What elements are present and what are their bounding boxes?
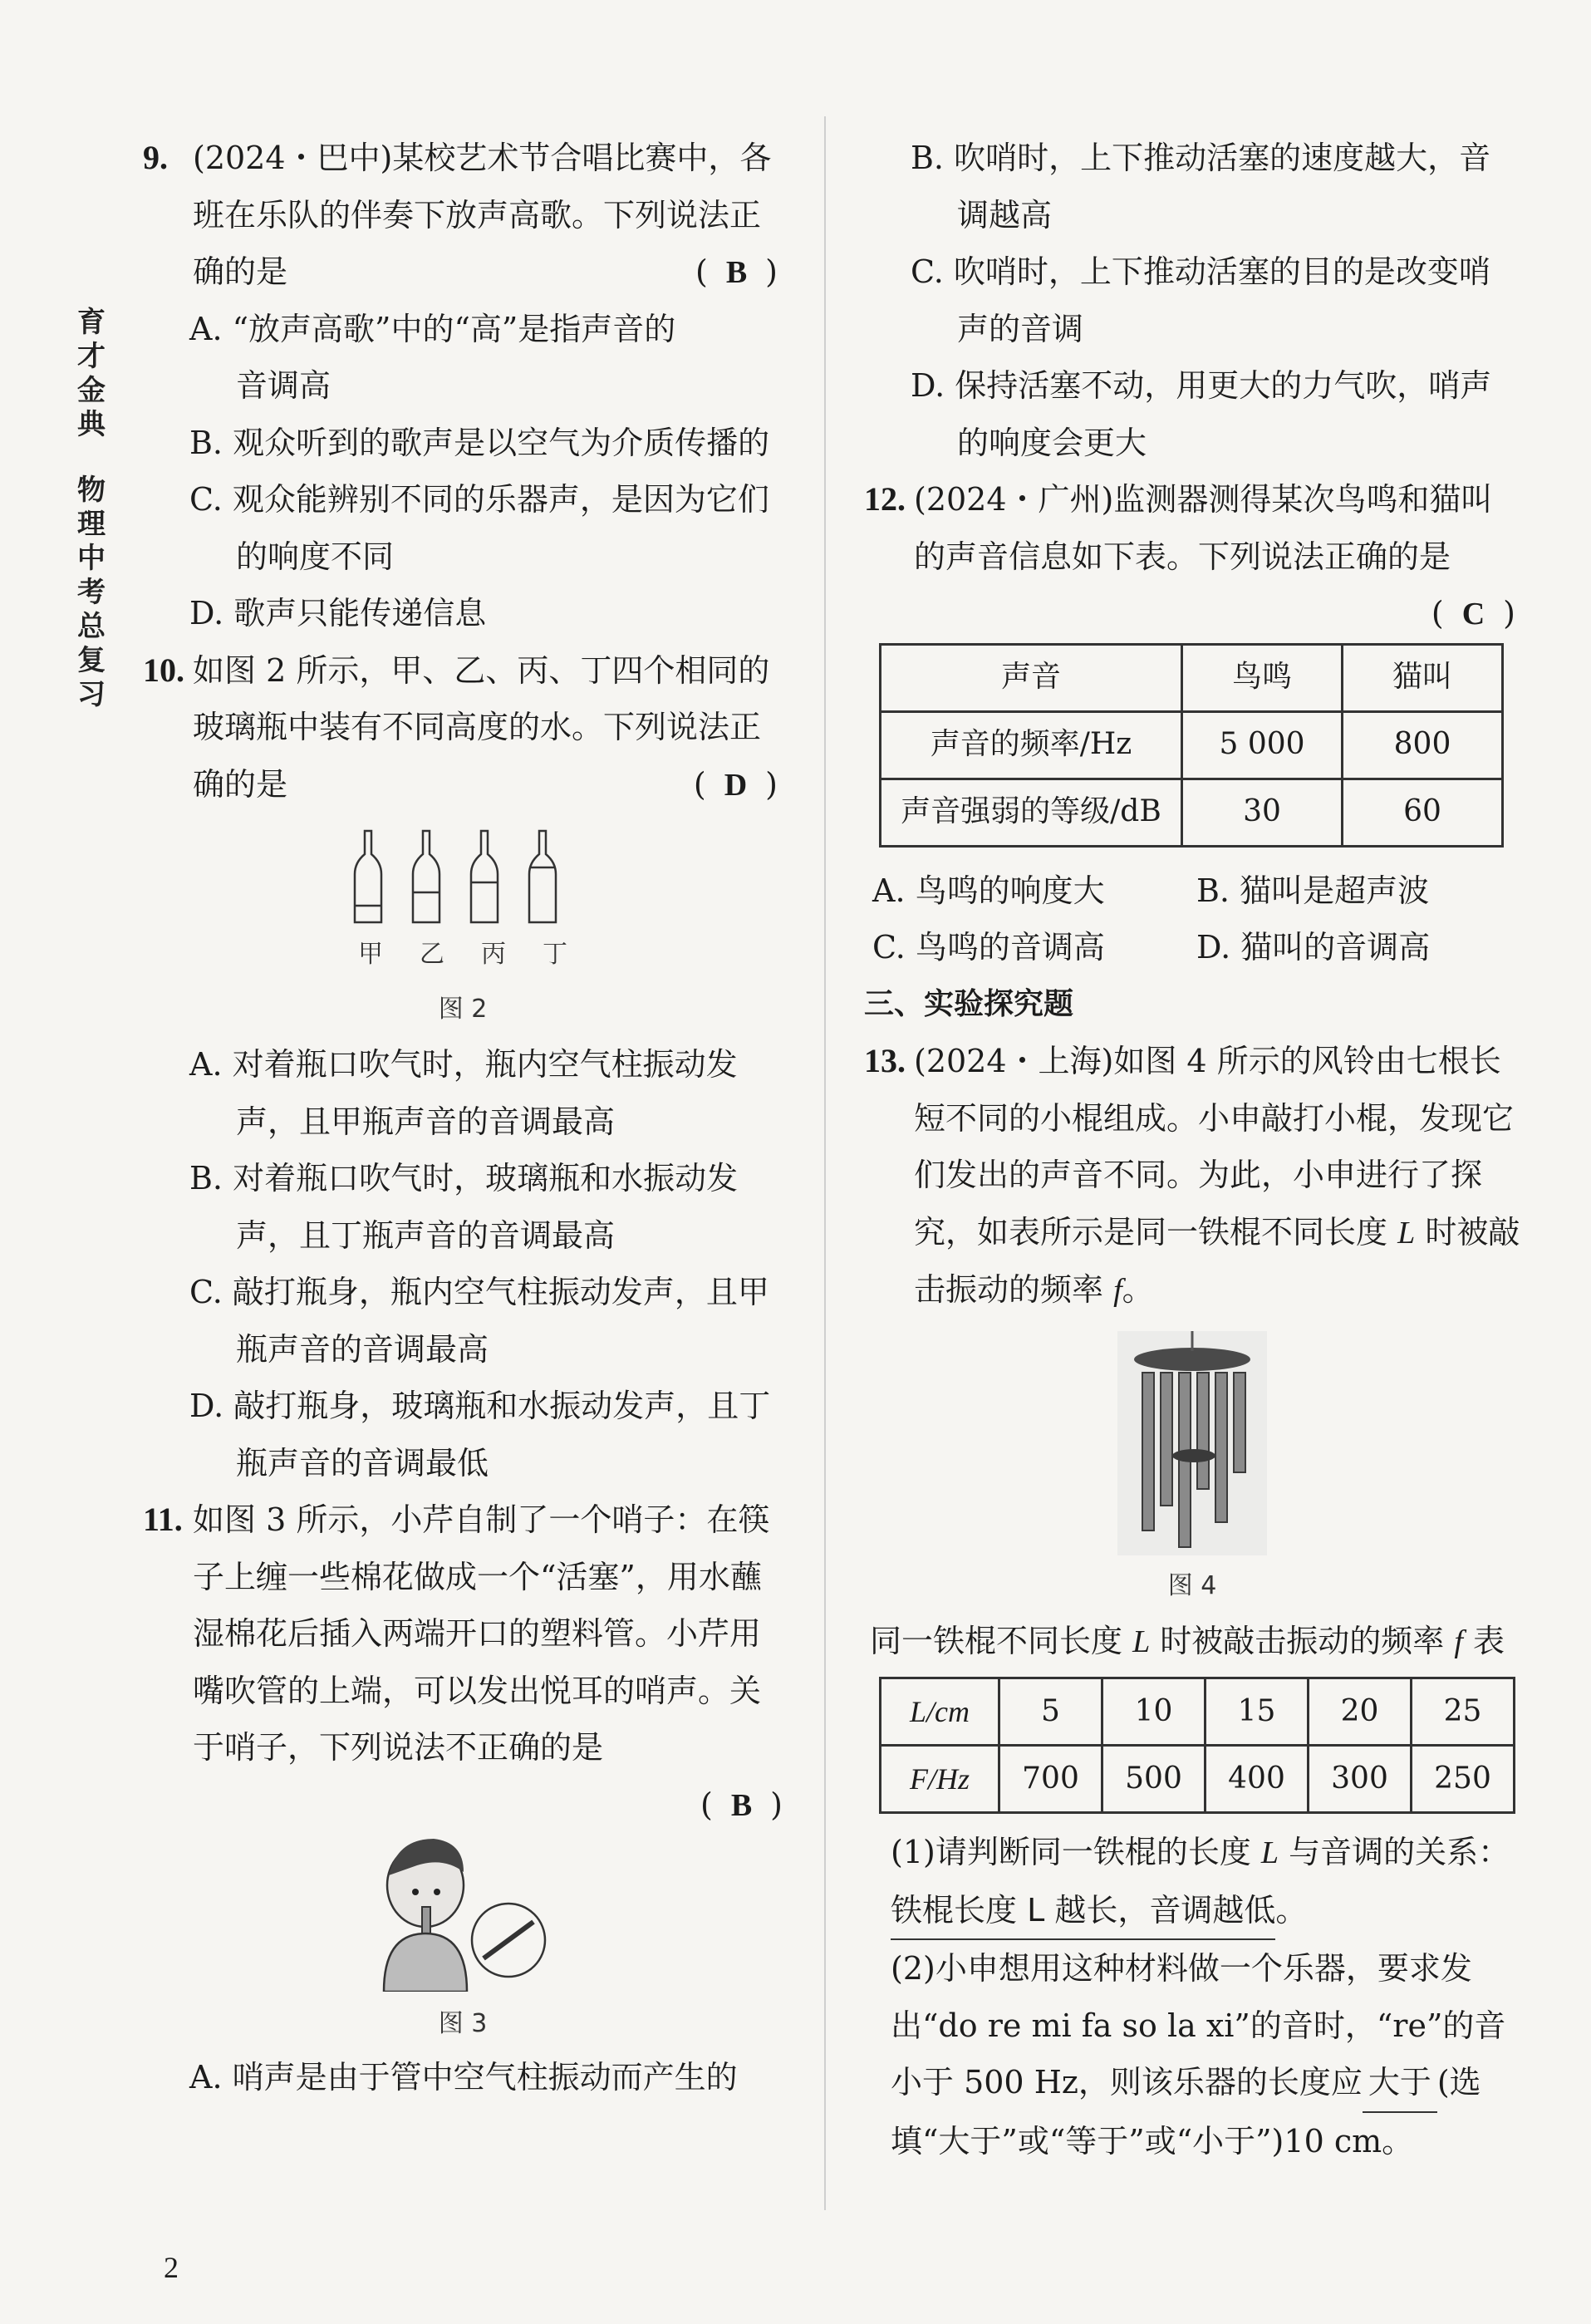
spine-char: 育 <box>77 306 106 339</box>
table-cell: 30 <box>1182 779 1343 846</box>
variable: L <box>1132 1624 1151 1659</box>
table-cell: 700 <box>999 1746 1102 1813</box>
answer: B <box>730 1787 753 1823</box>
question-text: 时被敲击振动的频率 <box>914 1213 1520 1308</box>
figure-3 <box>143 1834 783 2041</box>
question-10 <box>143 642 783 813</box>
table-cell: 15 <box>1206 1678 1309 1746</box>
spine-char: 复 <box>77 644 106 677</box>
bottle-ding <box>529 831 556 922</box>
answer-box: ( B ) <box>700 1786 783 1823</box>
answer: B <box>725 255 748 290</box>
figure-caption: 图 2 <box>438 995 488 1024</box>
table-cell: 声音强弱的等级/dB <box>881 779 1182 846</box>
option-row <box>864 919 1520 976</box>
option: D. 保持活塞不动，用更大的力气吹，哨声的响度会更大 <box>911 367 1492 461</box>
question-11 <box>143 1491 783 1776</box>
option: B. 吹哨时，上下推动活塞的速度越大，音调越高 <box>911 140 1491 233</box>
table-cell: 20 <box>1309 1678 1412 1746</box>
table-cell: 300 <box>1309 1746 1412 1813</box>
option: A. 鸟鸣的响度大 <box>872 872 1105 909</box>
answer-row <box>143 1776 783 1835</box>
table-cell: 声音的频率/Hz <box>881 711 1182 779</box>
table-row <box>881 779 1503 846</box>
figure-caption: 图 4 <box>1167 1570 1217 1600</box>
bottle-bing <box>471 831 498 922</box>
table-cell: 5 <box>999 1678 1102 1746</box>
bottle-yi <box>413 831 439 922</box>
option: C. 敲打瓶身，瓶内空气柱振动发声，且甲瓶声音的音调最高 <box>189 1274 769 1368</box>
bottle-label: 丙 <box>481 940 506 969</box>
question-text: (2024・巴中)某校艺术节合唱比赛中，各班在乐队的伴奏下放声高歌。下列说法正确的是 <box>193 140 772 290</box>
option: C. 鸟鸣的音调高 <box>872 929 1105 965</box>
figure-2 <box>143 824 783 1026</box>
question-13 <box>864 1033 1520 1319</box>
wind-chime-photo <box>1117 1331 1267 1555</box>
bottles-illustration <box>338 824 587 932</box>
option: B. 猫叫是超声波 <box>1196 872 1430 909</box>
sub-question-2 <box>891 1940 1520 2169</box>
answer-blank: 大于 <box>1363 2054 1437 2113</box>
question-text: 。 <box>1122 1271 1154 1308</box>
sound-table <box>879 643 1504 848</box>
table-header: 猫叫 <box>1343 644 1503 711</box>
question-number: 13. <box>864 1042 906 1079</box>
option-row <box>864 862 1520 920</box>
option: A. 对着瓶口吹气时，瓶内空气柱振动发声，且甲瓶声音的音调最高 <box>189 1046 738 1140</box>
question-text: (2024・广州)监测器测得某次鸟鸣和猫叫的声音信息如下表。下列说法正确的是 <box>914 481 1493 575</box>
sub-question-text: 。 <box>1275 1891 1308 1928</box>
sub-question-text: 与音调的关系： <box>1279 1834 1510 1870</box>
table-row <box>881 644 1503 711</box>
spine-char: 理 <box>77 508 106 541</box>
variable: L <box>1260 1835 1279 1870</box>
answer: D <box>724 767 748 803</box>
table-cell: 10 <box>1102 1678 1206 1746</box>
spine-char: 考 <box>77 576 106 609</box>
table-title-text: 表 <box>1462 1622 1505 1659</box>
answer-box: ( D ) <box>693 765 778 803</box>
spine-char: 才 <box>77 340 106 373</box>
sub-question-text: (2)小申想用这种材料做一个乐器，要求发出“do re mi fa so la xi”的音时，“re”的音小于 500 Hz，则该乐器的长度应 <box>891 1950 1506 2100</box>
table-title-text: 时被敲击振动的频率 <box>1150 1622 1455 1659</box>
answer-box: ( B ) <box>695 253 778 290</box>
spine-char: 物 <box>77 474 106 507</box>
whistle-boy-illustration <box>367 1834 558 1992</box>
table-cell: 250 <box>1412 1746 1515 1813</box>
answer-blank: 铁棍长度 L 越长，音调越低 <box>891 1882 1275 1941</box>
table-cell: 500 <box>1102 1746 1206 1813</box>
table-title-text: 同一铁棍不同长度 <box>869 1622 1133 1659</box>
table-cell: 25 <box>1412 1678 1515 1746</box>
table-row <box>881 1678 1515 1746</box>
sub-question-text: (选填“大于”或“等于”或“小于”)10 cm。 <box>891 2064 1481 2159</box>
question-text: (2024・上海)如图 4 所示的风铃由七根长短不同的小棍组成。小申敲打小棍，发现它们发出的声音不同。为此，小申进行了探究，如表所示是同一铁棍不同长度 <box>914 1043 1515 1250</box>
question-12 <box>864 471 1520 631</box>
table-cell: 800 <box>1343 711 1503 779</box>
option: C. 观众能辨别不同的乐器声，是因为它们的响度不同 <box>189 481 769 575</box>
table-header: 鸟鸣 <box>1182 644 1343 711</box>
table-header: F/Hz <box>881 1746 999 1813</box>
sub-question-text: (1)请判断同一铁棍的长度 <box>891 1834 1261 1870</box>
table-cell: 400 <box>1206 1746 1309 1813</box>
column-divider <box>824 116 826 2210</box>
bottle-label: 乙 <box>420 940 444 969</box>
bottle-label: 甲 <box>358 940 383 969</box>
variable: f <box>1454 1624 1463 1659</box>
right-column <box>864 130 1520 2169</box>
spine-char: 中 <box>77 542 106 575</box>
option: B. 观众听到的歌声是以空气为介质传播的 <box>189 424 770 461</box>
spine-char: 典 <box>77 408 106 441</box>
table-row <box>881 711 1503 779</box>
variable: f <box>1113 1273 1122 1308</box>
table-row <box>881 1746 1515 1813</box>
spine-char: 习 <box>77 678 106 711</box>
question-number: 11. <box>143 1501 183 1538</box>
page-number: 2 <box>164 2251 179 2284</box>
left-column <box>143 130 783 2106</box>
variable: L <box>1397 1215 1416 1250</box>
answer-box: ( C ) <box>1431 595 1515 631</box>
frequency-table <box>879 1677 1515 1814</box>
table-header: L/cm <box>881 1678 999 1746</box>
sub-question-1 <box>891 1824 1520 1940</box>
option: D. 敲打瓶身，玻璃瓶和水振动发声，且丁瓶声音的音调最低 <box>189 1388 771 1481</box>
option: D. 歌声只能传递信息 <box>189 595 487 631</box>
question-9 <box>143 130 783 301</box>
option: C. 吹哨时，上下推动活塞的目的是改变哨声的音调 <box>911 253 1490 347</box>
spine-char: 总 <box>77 610 106 643</box>
option: A. “放声高歌”中的“高”是指声音的音调高 <box>189 310 676 404</box>
figure-caption: 图 3 <box>438 2009 488 2038</box>
bottle-label: 丁 <box>543 940 567 969</box>
option: B. 对着瓶口吹气时，玻璃瓶和水振动发声，且丁瓶声音的音调最高 <box>189 1160 739 1254</box>
answer: C <box>1461 597 1485 631</box>
question-text: 如图 2 所示，甲、乙、丙、丁四个相同的玻璃瓶中装有不同高度的水。下列说法正确的是 <box>193 651 770 803</box>
table-cell: 5 000 <box>1182 711 1343 779</box>
table-cell: 60 <box>1343 779 1503 846</box>
figure-4 <box>864 1331 1520 1603</box>
question-number: 12. <box>864 480 906 518</box>
question-number: 9. <box>143 139 168 176</box>
table-header: 声音 <box>881 644 1182 711</box>
question-text: 如图 3 所示，小芹自制了一个哨子：在筷子上缠一些棉花做成一个“活塞”，用水蘸湿棉花后插入两端开口的塑料管。小芹用嘴吹管的上端，可以发出悦耳的哨声。关于哨子，下列说法不正确的是 <box>193 1501 770 1766</box>
spine <box>68 306 115 712</box>
bottle-jia <box>355 831 381 922</box>
section-heading: 三、实验探究题 <box>864 986 1074 1021</box>
spine-char: 金 <box>77 374 106 407</box>
question-number: 10. <box>143 651 184 689</box>
option: A. 哨声是由于管中空气柱振动而产生的 <box>189 2059 738 2096</box>
table-title <box>854 1613 1520 1671</box>
option: D. 猫叫的音调高 <box>1196 929 1431 965</box>
